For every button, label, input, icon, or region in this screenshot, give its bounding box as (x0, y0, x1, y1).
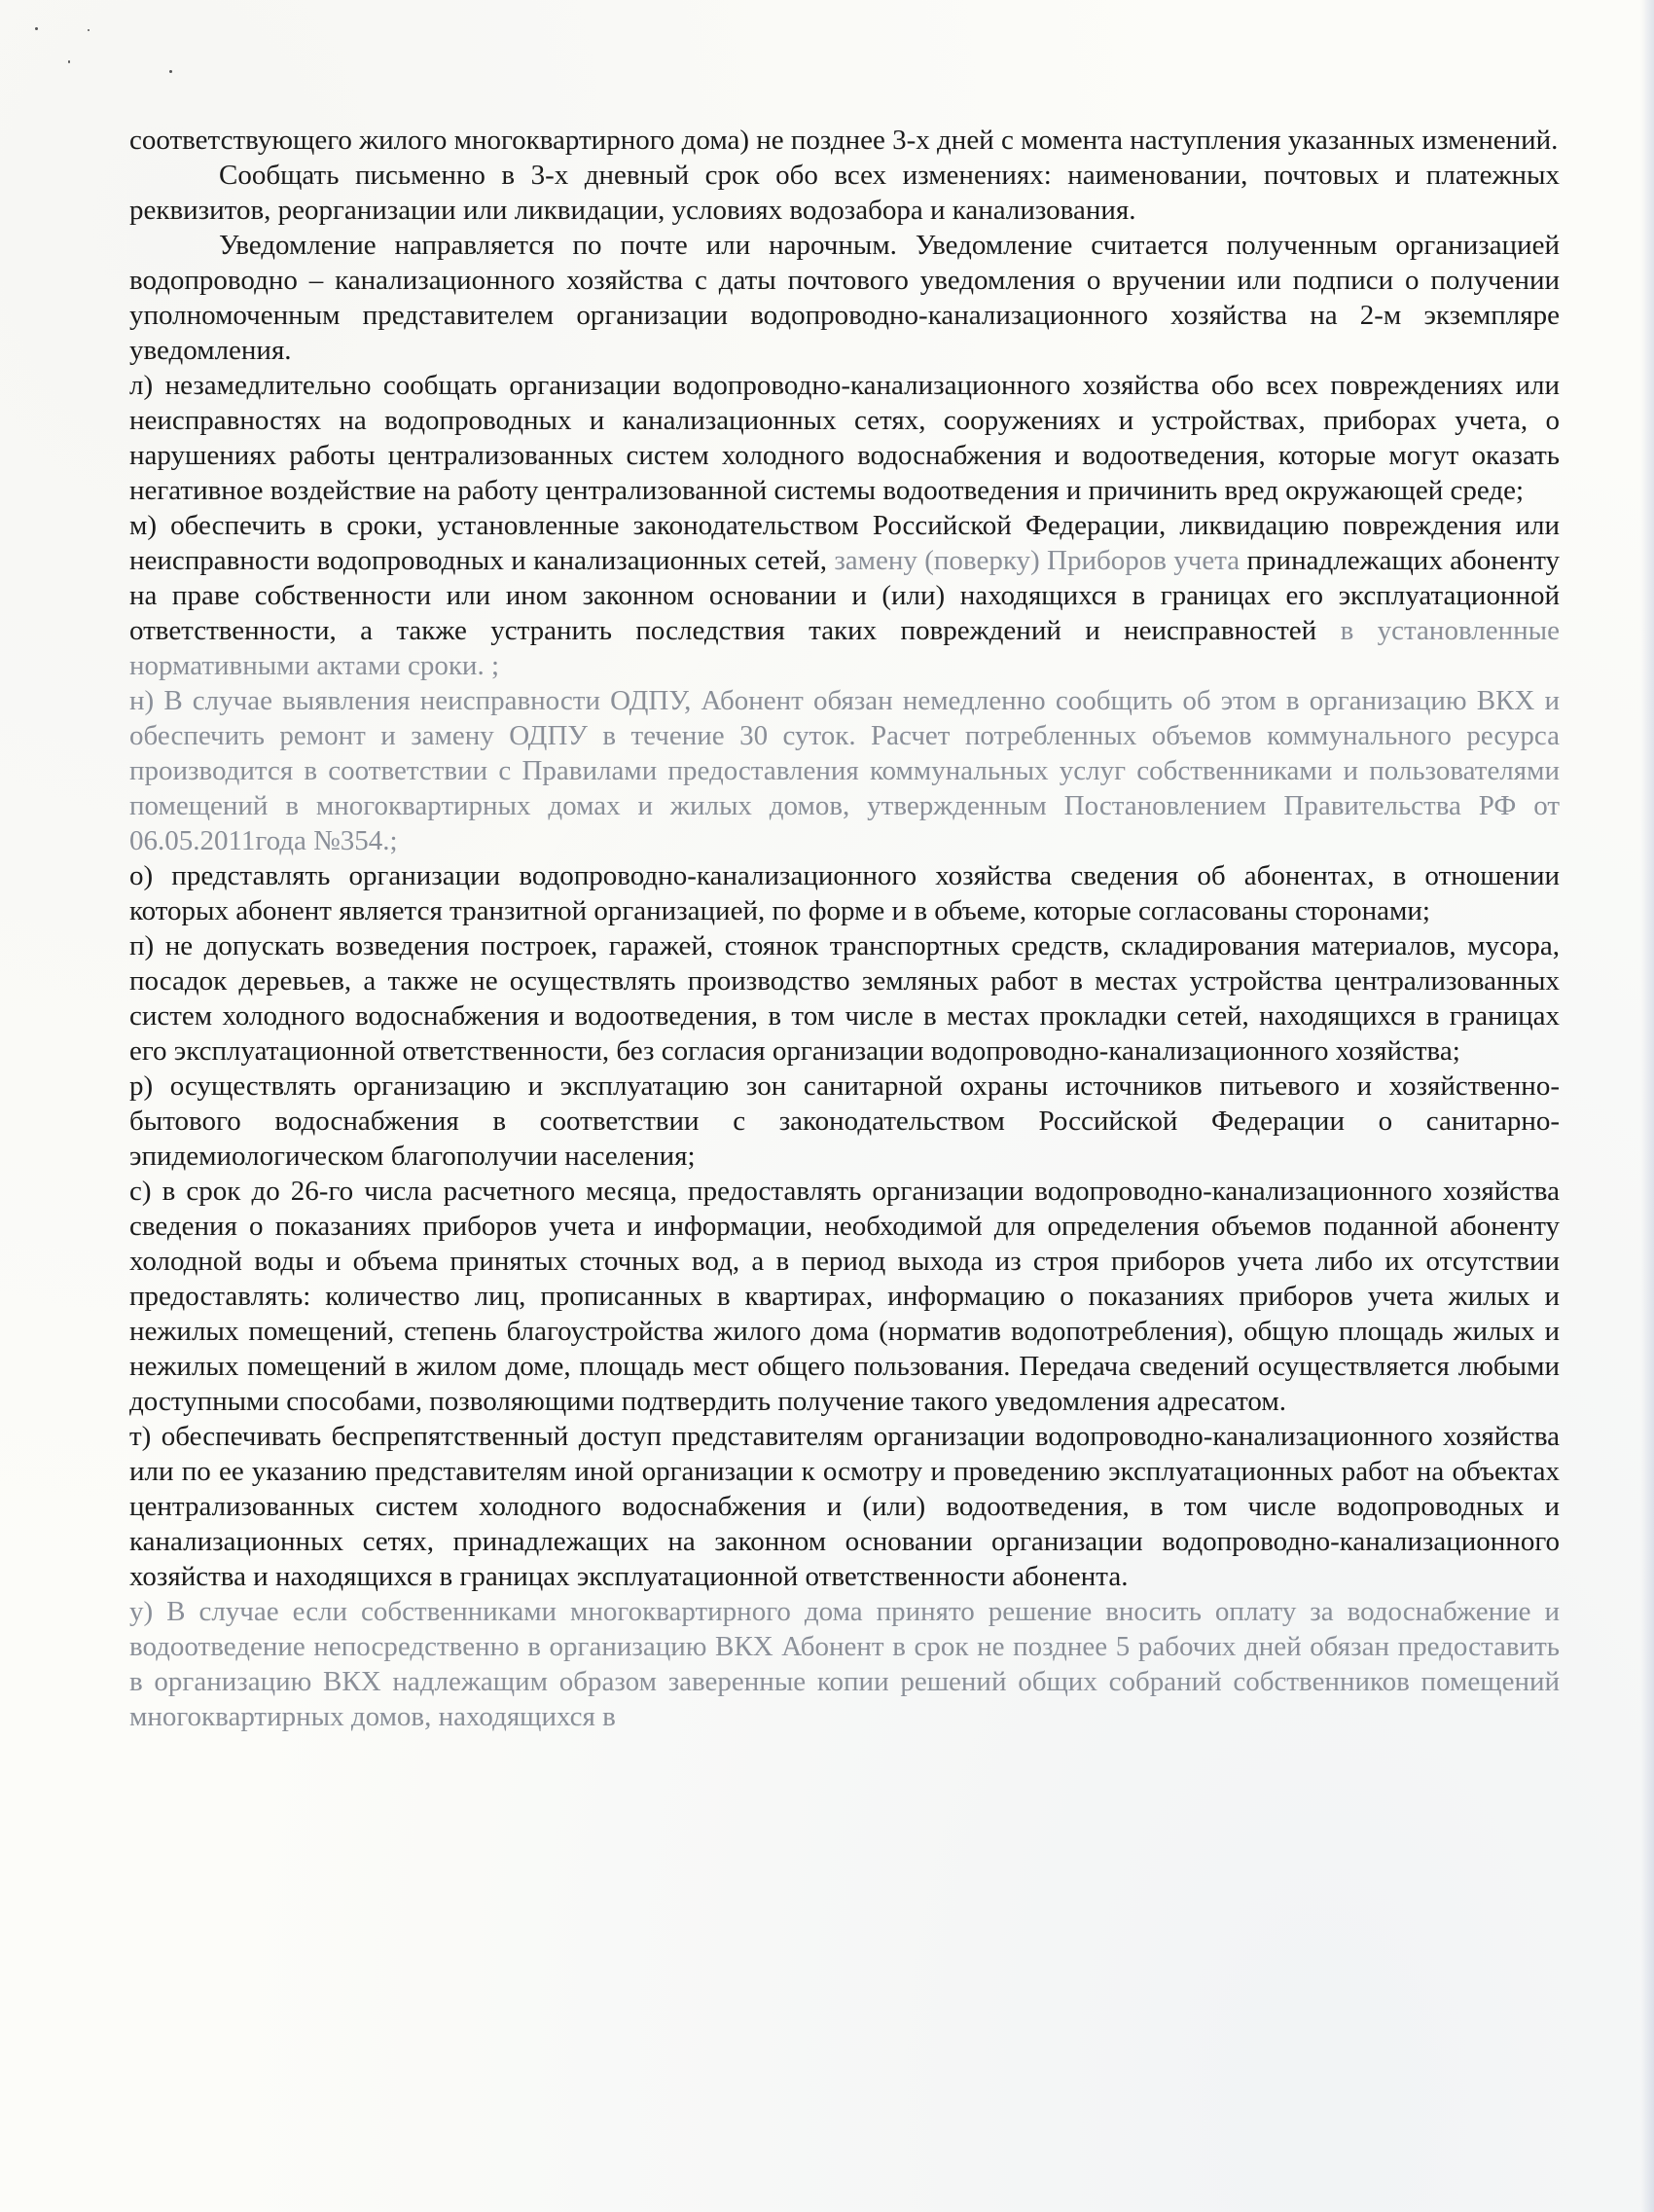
paragraph-l: л) незамедлительно сообщать организации водопроводно-канализационного хозяйства обо всех повреждениях или неисправностях на водопроводных и канализационных сетях, сооружениях и устройствах, приборах учета, о нарушениях работы централизованных систем холодного водоснабжения и водоотведения, которые могут оказать негативное воздействие на работу централизованной системы водоотведения и причинить вред окружающей среде; (129, 370, 1560, 506)
paragraph-m-faint-2: в установленные нормативными актами сроки. ; (129, 615, 1560, 681)
scan-speck (88, 29, 90, 31)
paragraph-s: с) в срок до 26-го числа расчетного месяца, предоставлять организации водопроводно-канализационного хозяйства сведения о показаниях приборов учета и информации, необходимой для определения объемов поданной абоненту холодной воды и объема принятых сточных вод, а в период выхода из строя приборов учета либо их отсутствии предоставлять: количество лиц, прописанных в квартирах, информацию о показаниях приборов учета жилых и нежилых помещений, степень благоустройства жилого дома (норматив водопотребления), общую площадь жилых и нежилых помещений в жилом доме, площадь мест общего пользования. Передача сведений осуществляется любыми доступными способами, позволяющими подтвердить получение такого уведомления адресатом. (129, 1176, 1560, 1417)
paragraph-t: т) обеспечивать беспрепятственный доступ представителям организации водопроводно-канализационного хозяйства или по ее указанию представителям иной организации к осмотру и проведению эксплуатационных работ на объектах централизованных систем холодного водоснабжения и (или) водоотведения, в том числе водопроводных и канализационных сетях, принадлежащих на законном основании организации водопроводно-канализационного хозяйства и находящихся в границах эксплуатационной ответственности абонента. (129, 1421, 1560, 1592)
paragraph-o: о) представлять организации водопроводно-канализационного хозяйства сведения об абонентах, в отношении которых абонент является транзитной организацией, по форме и в объеме, которые согласованы сторонами; (129, 860, 1560, 926)
paragraph-p3: Уведомление направляется по почте или нарочным. Уведомление считается полученным организацией водопроводно – канализационного хозяйства с даты почтового уведомления о вручении или подписи о получении уполномоченным представителем организации водопроводно-канализационного хозяйства на 2-м экземпляре уведомления. (129, 230, 1560, 366)
scan-speck (35, 27, 38, 30)
paragraph-p1: соответствующего жилого многоквартирного дома) не позднее 3-х дней с момента наступления указанных изменений. (129, 125, 1559, 156)
scan-edge-shadow (1640, 0, 1654, 2212)
paragraph-p: п) не допускать возведения построек, гаражей, стоянок транспортных средств, складирования материалов, мусора, посадок деревьев, а также не осуществлять производство земляных работ в местах устройства централизованных систем холодного водоснабжения и водоотведения, в том числе в местах прокладки сетей, находящихся в границах его эксплуатационной ответственности, без согласия организации водопроводно-канализационного хозяйства; (129, 930, 1560, 1067)
paragraph-m-faint-1: замену (поверку) Приборов учета (834, 545, 1240, 576)
scan-speck (169, 70, 172, 73)
paragraph-m-text: м) обеспечить в сроки, установленные законодательством Российской Федерации, ликвидацию повреждения или неисправности водопроводных и канализационных сетей, (129, 510, 1560, 576)
paragraph-r: р) осуществлять организацию и эксплуатацию зон санитарной охраны источников питьевого и хозяйственно-бытового водоснабжения в соответствии с законодательством Российской Федерации о санитарно-эпидемиологическом благополучии населения; (129, 1070, 1560, 1172)
paragraph-n: н) В случае выявления неисправности ОДПУ, Абонент обязан немедленно сообщить об этом в организацию ВКХ и обеспечить ремонт и замену ОДПУ в течение 30 суток. Расчет потребленных объемов коммунального ресурса производится в соответствии с Правилами предоставления коммунальных услуг собственниками и пользователями помещений в многоквартирных домах и жилых домов, утвержденным Постановлением Правительства РФ от 06.05.2011года №354.; (129, 685, 1560, 856)
document-body (129, 123, 1560, 1734)
paragraph-u: у) В случае если собственниками многоквартирного дома принято решение вносить оплату за водоснабжение и водоотведение непосредственно в организацию ВКХ Абонент в срок не позднее 5 рабочих дней обязан предоставить в организацию ВКХ надлежащим образом заверенные копии решений общих собраний собственников помещений многоквартирных домов, находящихся в (129, 1596, 1560, 1732)
paragraph-m-cont: принадлежащих абоненту на праве собственности или ином законном основании и (или) находящихся в границах его эксплуатационной ответственности, а также устранить последствия таких повреждений и неисправностей (129, 545, 1561, 646)
paragraph-p2: Сообщать письменно в 3-х дневный срок обо всех изменениях: наименовании, почтовых и платежных реквизитов, реорганизации или ликвидации, условиях водозабора и канализования. (129, 160, 1560, 226)
paragraph-m (129, 508, 1560, 683)
scan-speck (68, 60, 70, 63)
